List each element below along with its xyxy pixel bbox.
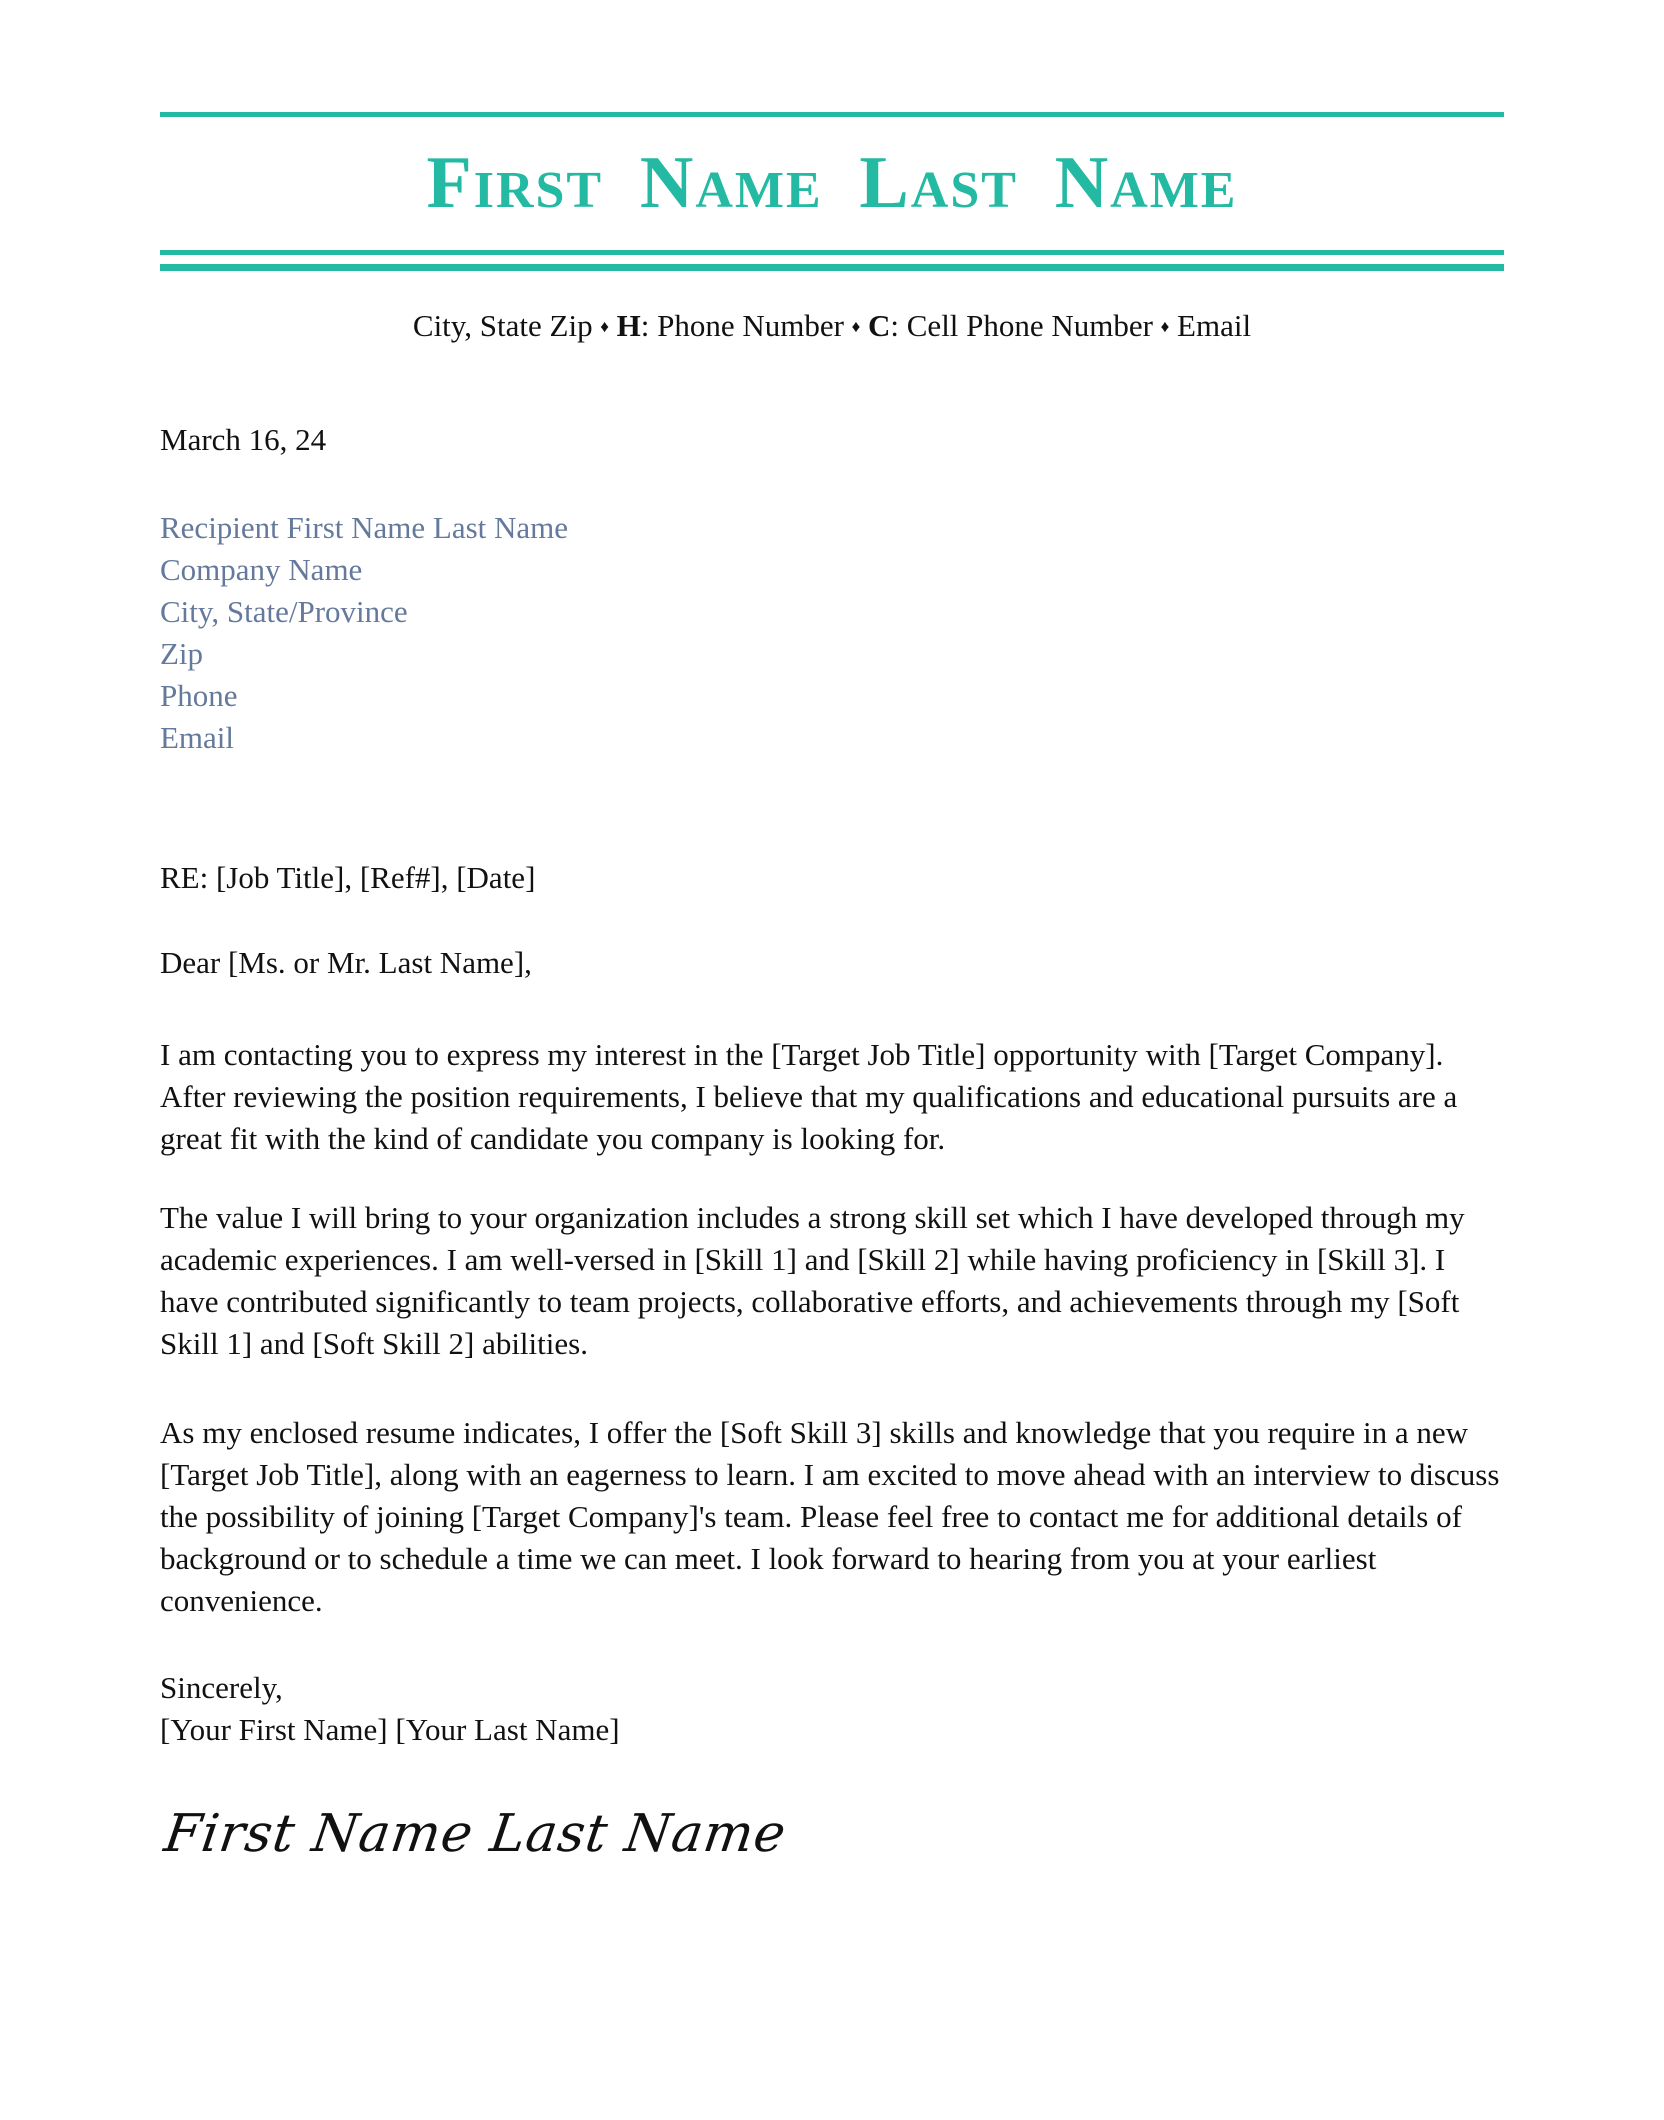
- recipient-phone-line: Phone: [160, 678, 238, 713]
- contact-line: [160, 305, 1504, 347]
- header-divider-thin: [160, 250, 1504, 255]
- recipient-email-line: Email: [160, 720, 235, 755]
- body-paragraph-3: As my enclosed resume indicates, I offer the [Soft Skill 3] skills and knowledge that you require in a new [Target Job Title], along with an eagerness to learn. I am excited to move ahead with an interview to discuss the possibility of joining [Target Company]'s team. Please feel free to contact me for additional details of background or to schedule a time we can meet. I look forward to hearing from you at your earliest convenience.: [160, 1415, 1500, 1618]
- subject-line: RE: [Job Title], [Ref#], [Date]: [160, 860, 536, 895]
- contact-location: City, State Zip: [412, 308, 593, 343]
- recipient-city-line: City, State/Province: [160, 594, 408, 629]
- home-phone-label: H: [616, 308, 641, 343]
- recipient-address-block: [160, 507, 1504, 759]
- page-title: First Name Last Name: [426, 142, 1238, 224]
- diamond-separator-icon: ♦: [1160, 317, 1170, 337]
- recipient-company-line: Company Name: [160, 552, 363, 587]
- letter-date: March 16, 24: [160, 422, 327, 457]
- header-divider-thick: [160, 264, 1504, 271]
- recipient-name-line: Recipient First Name Last Name: [160, 510, 569, 545]
- salutation-line: Dear [Ms. or Mr. Last Name],: [160, 945, 532, 980]
- body-paragraph-1: I am contacting you to express my interest in the [Target Job Title] opportunity with [Target Company]. After reviewing the position requirements, I believe that my qualifications and educational pursuits are a great fit with the kind of candidate you company is looking for.: [160, 1037, 1458, 1156]
- closing-line: Sincerely,: [160, 1670, 283, 1705]
- body-paragraph-2: The value I will bring to your organization includes a strong skill set which I have developed through my academic experiences. I am well-versed in [Skill 1] and [Skill 2] while having proficiency in [Skill 3]. I have contributed significantly to team projects, collaborative efforts, and achievements through my [Soft Skill 1] and [Soft Skill 2] abilities.: [160, 1200, 1465, 1361]
- recipient-zip-line: Zip: [160, 636, 204, 671]
- cell-phone-text: : Cell Phone Number: [890, 308, 1153, 343]
- handwritten-signature: First Name Last Name: [160, 1804, 791, 1864]
- cell-phone-label: C: [868, 308, 891, 343]
- home-phone-text: : Phone Number: [640, 308, 844, 343]
- closing-block: [160, 1667, 1504, 1751]
- typed-name-line: [Your First Name] [Your Last Name]: [160, 1712, 620, 1747]
- diamond-separator-icon: ♦: [600, 317, 609, 337]
- diamond-separator-icon: ♦: [851, 317, 861, 337]
- contact-email: Email: [1177, 308, 1252, 343]
